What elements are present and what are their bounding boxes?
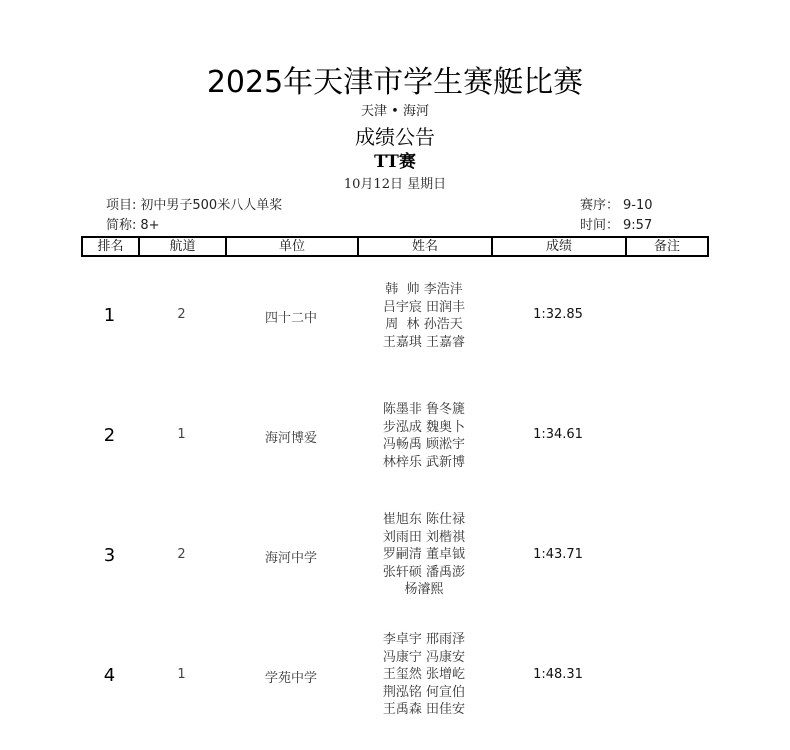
crew-line: 杨濬熙 [404, 582, 444, 597]
crew-line: 周 林 孙浩天 [385, 317, 463, 332]
result-time: 1:43.71 [533, 547, 583, 562]
rank: 3 [103, 545, 116, 566]
crew-line: 张轩硕 潘禹澎 [382, 564, 466, 580]
header-rank: 排名 [82, 237, 139, 256]
header-unit: 单位 [226, 237, 358, 256]
crew-line: 韩 帅 李浩沣 [385, 282, 463, 297]
table-row [81, 631, 707, 726]
lane: 1 [177, 667, 186, 682]
event-order-label: 赛序： [580, 198, 620, 213]
table-row [81, 511, 707, 606]
rank: 2 [103, 425, 116, 446]
table-row [81, 280, 707, 360]
header-names: 姓名 [358, 237, 492, 256]
race-type: TT赛 [374, 152, 416, 172]
crew-names [357, 401, 491, 471]
rank: 1 [103, 305, 116, 326]
event-time-label: 时间： [580, 218, 620, 233]
event-time-value: 9:57 [623, 218, 653, 233]
header-result: 成绩 [492, 237, 626, 256]
unit: 海河中学 [264, 551, 317, 566]
lane: 2 [177, 547, 186, 562]
result-time: 1:48.31 [533, 667, 583, 682]
rank: 4 [103, 665, 116, 686]
event-item [106, 197, 282, 215]
crew-line: 王禹森 田佳安 [382, 702, 466, 717]
event-abbr-label: 简称: [106, 218, 137, 233]
header-note: 备注 [626, 237, 708, 256]
crew-line: 荆泓铭 何宣伯 [382, 684, 466, 700]
crew-names [357, 511, 491, 599]
crew-line: 刘雨田 刘楷祺 [382, 529, 466, 545]
crew-line: 陈墨非 鲁冬篪 [382, 402, 466, 417]
unit: 海河博爱 [264, 431, 317, 446]
event-order [580, 197, 653, 215]
event-time [580, 217, 652, 235]
crew-line: 王玺然 张增屹 [382, 667, 466, 682]
lane: 1 [177, 427, 186, 442]
notice-heading: 成绩公告 [355, 125, 435, 149]
crew-line: 步泓成 魏奥卜 [382, 419, 466, 435]
crew-line: 崔旭东 陈仕禄 [382, 512, 466, 527]
unit: 学苑中学 [264, 671, 317, 686]
lane: 2 [177, 307, 186, 322]
result-time: 1:32.85 [533, 307, 583, 322]
header-lane: 航道 [139, 237, 226, 256]
table-row [81, 400, 707, 480]
crew-names [357, 281, 491, 351]
race-date: 10月12日 星期日 [343, 177, 447, 192]
page-title: 2025年天津市学生赛艇比赛 [206, 65, 584, 100]
crew-line: 吕宇宸 田润丰 [382, 299, 466, 315]
crew-line: 林梓乐 武新博 [382, 454, 466, 470]
crew-line: 李卓宇 邢雨泽 [382, 632, 466, 647]
results-table [81, 236, 709, 257]
crew-names [357, 631, 491, 719]
crew-line: 冯康宁 冯康安 [382, 649, 466, 665]
crew-line: 冯畅禹 顾淞宇 [382, 437, 466, 452]
event-abbr [106, 217, 160, 235]
event-item-label: 项目: [106, 198, 137, 213]
event-abbr-value: 8+ [140, 218, 160, 233]
crew-line: 罗嗣清 董卓钺 [382, 547, 466, 562]
crew-line: 王嘉琪 王嘉睿 [382, 334, 466, 350]
event-order-value: 9-10 [623, 198, 653, 213]
result-time: 1:34.61 [533, 427, 583, 442]
event-item-value: 初中男子500米八人单桨 [140, 198, 283, 213]
unit: 四十二中 [264, 311, 317, 326]
table-header-row [82, 237, 708, 256]
location: 天津 • 海河 [361, 104, 429, 119]
